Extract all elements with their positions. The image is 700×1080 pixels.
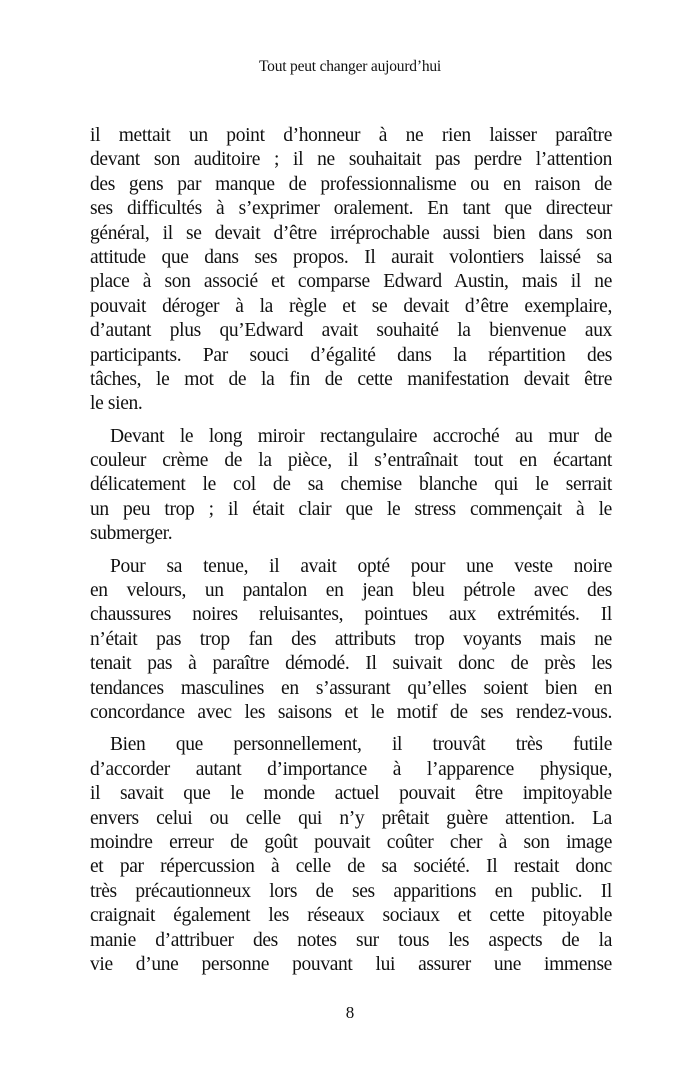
paragraph-4 xyxy=(90,733,612,977)
text-line: devant son auditoire ; il ne souhaitait pas perdre l’attention xyxy=(90,149,612,171)
text-line: concordance avec les saisons et le motif de ses rendez-vous. xyxy=(90,701,612,723)
page-number: 8 xyxy=(345,1003,355,1022)
text-line: manie d’attribuer des notes sur tous les aspects de la xyxy=(90,929,612,951)
running-head-title: Tout peut changer aujourd’hui xyxy=(258,58,442,75)
text-line: le sien. xyxy=(90,393,143,415)
text-line: en velours, un pantalon en jean bleu pétrole avec des xyxy=(90,580,612,602)
text-line: vie d’une personne pouvant lui assurer une immense xyxy=(90,953,612,975)
text-line: d’autant plus qu’Edward avait souhaité la bienvenue aux xyxy=(90,320,612,342)
paragraph-1 xyxy=(90,124,612,417)
text-line: craignait également les réseaux sociaux et cette pitoyable xyxy=(90,905,612,927)
text-line: n’était pas trop fan des attributs trop voyants mais ne xyxy=(90,628,612,650)
text-line: tendances masculines en s’assurant qu’elles soient bien en xyxy=(90,677,612,699)
text-line: il mettait un point d’honneur à ne rien laisser paraître xyxy=(90,125,612,146)
text-line: délicatement le col de sa chemise blanche qui le serrait xyxy=(90,474,612,496)
text-line: un peu trop ; il était clair que le stress commençait à le xyxy=(90,498,612,520)
text-line: attitude que dans ses propos. Il aurait volontiers laissé sa xyxy=(90,246,612,268)
text-line: général, il se devait d’être irréprochable aussi bien dans son xyxy=(90,222,612,244)
text-line: des gens par manque de professionnalisme ou en raison de xyxy=(90,173,612,195)
text-line: d’accorder autant d’importance à l’apparence physique, xyxy=(90,758,612,780)
text-line: très précautionneux lors de ses apparitions en public. Il xyxy=(90,880,612,902)
text-line: il savait que le monde actuel pouvait être impitoyable xyxy=(90,783,612,805)
text-line: chaussures noires reluisantes, pointues aux extrémités. Il xyxy=(90,604,612,626)
text-line: pouvait déroger à la règle et se devait d’être exemplaire, xyxy=(90,295,612,317)
text-line: ses difficultés à s’exprimer oralement. En tant que directeur xyxy=(90,198,612,220)
text-line: tenait pas à paraître démodé. Il suivait donc de près les xyxy=(90,653,612,675)
text-line: envers celui ou celle qui n’y prêtait guère attention. La xyxy=(90,807,612,829)
text-line: submerger. xyxy=(90,523,173,545)
paragraph-3 xyxy=(90,555,612,726)
paragraph-2 xyxy=(90,425,612,547)
text-line: et par répercussion à celle de sa société. Il restait donc xyxy=(90,856,612,878)
body-text xyxy=(90,124,612,985)
text-line: place à son associé et comparse Edward Austin, mais il ne xyxy=(90,271,612,293)
text-line: couleur crème de la pièce, il s’entraînait tout en écartant xyxy=(90,450,612,472)
text-line: Pour sa tenue, il avait opté pour une veste noire xyxy=(110,555,612,577)
text-line: moindre erreur de goût pouvait coûter cher à son image xyxy=(90,831,612,853)
text-line: tâches, le mot de la fin de cette manifestation devait être xyxy=(90,368,612,390)
text-line: Devant le long miroir rectangulaire accroché au mur de xyxy=(110,425,612,447)
text-line: participants. Par souci d’égalité dans la répartition des xyxy=(90,344,612,366)
text-line: Bien que personnellement, il trouvât très futile xyxy=(110,734,612,756)
